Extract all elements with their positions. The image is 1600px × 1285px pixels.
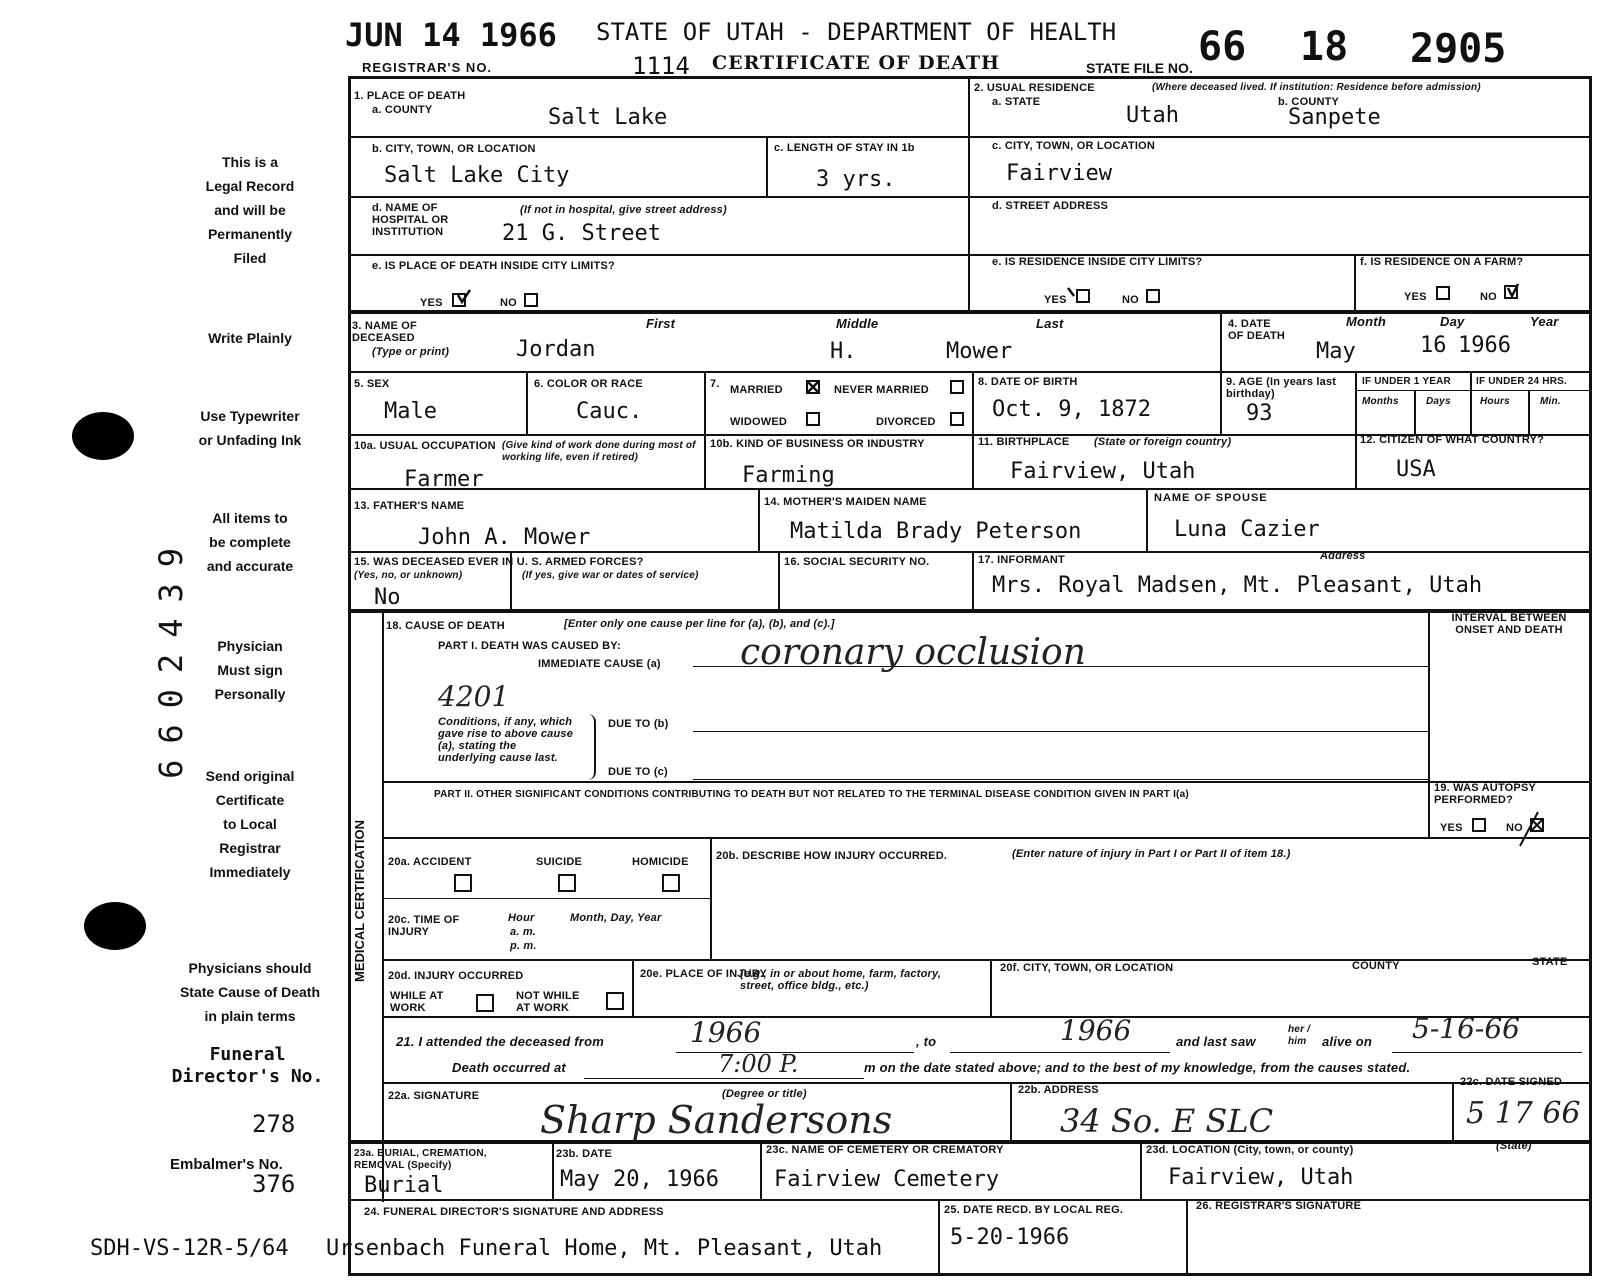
label-due-to-b: DUE TO (b) <box>608 718 669 730</box>
certificate-title: CERTIFICATE OF DEATH <box>712 52 1000 74</box>
label-not-while-at-work: NOT WHILE AT WORK <box>516 990 580 1014</box>
value-occupation: Farmer <box>404 467 484 492</box>
label-age: 9. AGE (In years last birthday) <box>1226 376 1337 400</box>
label-divorced: DIVORCED <box>876 416 936 428</box>
typewriter-note: Use Typewriter or Unfading Ink <box>198 408 302 448</box>
value-date-signed: 5 17 66 <box>1466 1096 1581 1131</box>
label-part2: PART II. OTHER SIGNIFICANT CONDITIONS CONTRIBUTING TO DEATH BUT NOT RELATED TO THE TERMINAL DISEASE CONDITION GIVEN IN PART I(a) <box>434 789 1189 800</box>
value-sig-address: 34 So. E SLC <box>1060 1102 1274 1140</box>
state-file-a: 66 <box>1198 24 1247 70</box>
value-mother: Matilda Brady Peterson <box>790 519 1082 544</box>
check-married <box>808 382 818 392</box>
label-dob: 8. DATE OF BIRTH <box>978 376 1078 388</box>
label-date-of-death: 4. DATE OF DEATH <box>1228 318 1286 342</box>
label-informant: 17. INFORMANT <box>978 554 1065 566</box>
value-hospital: 21 G. Street <box>502 221 661 246</box>
label-describe-injury: 20b. DESCRIBE HOW INJURY OCCURRED. <box>716 850 948 862</box>
label-homicide: HOMICIDE <box>632 856 689 868</box>
label-place-of-injury: 20e. PLACE OF INJURY <box>640 968 768 980</box>
label-cause-note: [Enter only one cause per line for (a), (b), and (c).] <box>564 618 835 630</box>
value-time: 7:00 P. <box>718 1050 799 1078</box>
label-armed-note2: (If yes, give war or dates of service) <box>522 570 699 581</box>
label-state-paren: (State) <box>1496 1140 1532 1152</box>
label-date-recd: 25. DATE RECD. BY LOCAL REG. <box>944 1204 1124 1216</box>
form-code: SDH-VS-12R-5/64 <box>90 1236 289 1261</box>
value-cemetery: Fairview Cemetery <box>774 1167 1000 1192</box>
label-yes-3: YES <box>1404 291 1427 303</box>
label-disposition: 23a. BURIAL, CREMATION, REMOVAL (Specify) <box>354 1148 487 1171</box>
label-spouse: NAME OF SPOUSE <box>1154 492 1268 504</box>
label-month: Month <box>1346 314 1386 329</box>
label-under-24-hrs: IF UNDER 24 HRS. <box>1476 376 1567 387</box>
label-race: 6. COLOR OR RACE <box>534 378 643 390</box>
label-degree: (Degree or title) <box>722 1088 807 1100</box>
value-spouse: Luna Cazier <box>1174 517 1320 542</box>
value-stay: 3 yrs. <box>816 167 896 192</box>
value-disease-code: 4201 <box>438 680 510 713</box>
label-place-injury-note: (e.g., in or about home, farm, factory, street, office bldg., etc.) <box>740 968 942 992</box>
label-res-county: b. COUNTY <box>1278 96 1340 108</box>
label-am: a. m. <box>510 926 537 938</box>
label-sex: 5. SEX <box>354 378 390 390</box>
label-injury-city: 20f. CITY, TOWN, OR LOCATION <box>1000 962 1174 974</box>
registrars-no: 1114 <box>632 52 690 80</box>
label-no-1: NO <box>500 297 517 309</box>
value-signature: Sharp Sandersons <box>540 1098 893 1142</box>
label-conditions: Conditions, if any, which gave rise to above cause (a), stating the underlying cause last. <box>438 716 574 764</box>
label-birthplace-note: (State or foreign country) <box>1094 436 1232 448</box>
state-file-c: 2905 <box>1410 26 1507 72</box>
label-under-1-year: IF UNDER 1 YEAR <box>1362 376 1451 387</box>
label-residence-note: (Where deceased lived. If institution: Residence before admission) <box>1152 82 1481 93</box>
label-name-deceased: 3. NAME OF DECEASED <box>352 320 417 344</box>
label-month-day-year: Month, Day, Year <box>570 912 662 924</box>
label-mother: 14. MOTHER'S MAIDEN NAME <box>764 496 927 508</box>
label-burial-date: 23b. DATE <box>556 1148 612 1160</box>
label-married: MARRIED <box>730 384 783 396</box>
value-death-year: 1966 <box>1458 333 1511 358</box>
label-inside-limits: e. IS PLACE OF DEATH INSIDE CITY LIMITS? <box>372 260 615 272</box>
state-file-label: STATE FILE NO. <box>1086 60 1193 76</box>
label-alive-on: alive on <box>1322 1034 1373 1049</box>
label-res-inside: e. IS RESIDENCE INSIDE CITY LIMITS? <box>992 256 1203 268</box>
label-time-of-injury: 20c. TIME OF INJURY <box>388 914 460 938</box>
funeral-director-no: 278 <box>252 1110 296 1138</box>
label-describe-note: (Enter nature of injury in Part I or Part II of item 18.) <box>1012 848 1291 860</box>
label-hospital-note: (If not in hospital, give street address) <box>520 204 727 216</box>
label-autopsy-no: NO <box>1506 822 1523 834</box>
value-birthplace: Fairview, Utah <box>1010 459 1196 484</box>
label-registrar-signature: 26. REGISTRAR'S SIGNATURE <box>1196 1200 1362 1212</box>
label-middle: Middle <box>836 316 879 331</box>
label-armed-forces: 15. WAS DECEASED EVER IN U. S. ARMED FORCES? <box>354 556 644 568</box>
label-last: Last <box>1036 316 1064 331</box>
embalmer-label: Embalmer's No. <box>170 1156 283 1173</box>
label-autopsy: 19. WAS AUTOPSY PERFORMED? <box>1434 782 1536 806</box>
label-year: Year <box>1530 314 1559 329</box>
label-address: Address <box>1320 550 1366 562</box>
value-father: John A. Mower <box>418 525 591 550</box>
value-death-month: May <box>1316 339 1356 364</box>
value-sex: Male <box>384 399 437 424</box>
label-first: First <box>646 316 676 331</box>
label-date-signed: 22c. DATE SIGNED <box>1460 1076 1563 1088</box>
label-day: Day <box>1440 314 1465 329</box>
label-suicide: SUICIDE <box>536 856 583 868</box>
value-disposition: Burial <box>364 1173 444 1198</box>
value-funeral-home: Ursenbach Funeral Home, Mt. Pleasant, Utah <box>326 1236 883 1261</box>
label-autopsy-yes: YES <box>1440 822 1463 834</box>
value-city: Salt Lake City <box>384 163 570 188</box>
label-place-of-death: 1. PLACE OF DEATH <box>354 90 466 102</box>
value-burial-location: Fairview, Utah <box>1168 1165 1354 1190</box>
legal-record-note: This is a Legal Record and will be Permanently Filed <box>205 154 295 266</box>
label-death-occurred: Death occurred at <box>452 1060 566 1075</box>
write-plainly-note: Write Plainly <box>208 330 292 346</box>
funeral-director-label: Funeral Director's No. <box>171 1044 324 1087</box>
label-yes-1: YES <box>420 297 443 309</box>
value-dob: Oct. 9, 1872 <box>992 397 1151 422</box>
label-father: 13. FATHER'S NAME <box>354 500 465 512</box>
registrars-no-label: REGISTRAR'S NO. <box>362 60 493 75</box>
check-inside-yes <box>458 290 470 302</box>
label-res-city: c. CITY, TOWN, OR LOCATION <box>992 140 1156 152</box>
state-file-b: 18 <box>1300 24 1349 70</box>
label-no-3: NO <box>1480 291 1497 303</box>
send-original-note: Send original Certificate to Local Registrar Immediately <box>205 768 295 880</box>
label-city: b. CITY, TOWN, OR LOCATION <box>372 143 536 155</box>
value-last-name: Mower <box>946 339 1013 364</box>
value-race: Cauc. <box>576 399 643 424</box>
label-armed-note1: (Yes, no, or unknown) <box>354 570 463 581</box>
label-industry: 10b. KIND OF BUSINESS OR INDUSTRY <box>710 438 925 450</box>
check-farm-no <box>1508 284 1518 296</box>
vertical-serial-number: 6602439 <box>152 532 190 779</box>
label-months: Months <box>1362 396 1399 407</box>
value-middle-name: H. <box>830 339 857 364</box>
label-never-married: NEVER MARRIED <box>834 384 929 396</box>
label-cemetery: 23c. NAME OF CEMETERY OR CREMATORY <box>766 1144 1004 1156</box>
embalmer-no: 376 <box>252 1170 296 1198</box>
check-autopsy-no <box>1520 812 1542 846</box>
label-occupation-note: (Give kind of work done during most of working life, even if retired) <box>502 440 696 463</box>
value-death-day: 16 <box>1420 333 1447 358</box>
value-armed: No <box>374 585 401 610</box>
label-res-state: a. STATE <box>992 96 1041 108</box>
label-cause-of-death: 18. CAUSE OF DEATH <box>386 620 505 632</box>
value-citizen: USA <box>1396 457 1436 482</box>
label-due-to-c: DUE TO (c) <box>608 766 668 778</box>
label-to: , to <box>916 1034 937 1049</box>
value-county: Salt Lake <box>548 105 668 130</box>
label-last-saw: and last saw <box>1176 1034 1256 1049</box>
label-accident: 20a. ACCIDENT <box>388 856 472 868</box>
label-injury-occurred: 20d. INJURY OCCURRED <box>388 970 524 982</box>
stamp-date: JUN 14 1966 <box>345 16 557 54</box>
label-citizen: 12. CITIZEN OF WHAT COUNTRY? <box>1360 434 1545 446</box>
label-widowed: WIDOWED <box>730 416 788 428</box>
label-street-address: d. STREET ADDRESS <box>992 200 1109 212</box>
label-interval: INTERVAL BETWEEN ONSET AND DEATH <box>1451 612 1567 636</box>
value-age: 93 <box>1246 401 1273 426</box>
value-attended-to: 1966 <box>1060 1014 1132 1047</box>
label-her-him: her / him <box>1288 1024 1311 1047</box>
label-county: a. COUNTY <box>372 104 433 116</box>
value-cause-a: coronary occlusion <box>740 632 1086 673</box>
label-attended-from: 21. I attended the deceased from <box>396 1034 604 1049</box>
label-yes-2: YES <box>1044 294 1067 306</box>
value-res-state: Utah <box>1126 103 1179 128</box>
label-pm: p. m. <box>510 940 537 952</box>
label-sig-address: 22b. ADDRESS <box>1018 1084 1099 1096</box>
label-hours: Hours <box>1480 396 1510 407</box>
label-ssn: 16. SOCIAL SECURITY NO. <box>784 556 930 568</box>
value-last-seen: 5-16-66 <box>1412 1012 1520 1045</box>
label-burial-location: 23d. LOCATION (City, town, or county) <box>1146 1144 1354 1156</box>
cause-plain-note: Physicians should State Cause of Death in plain terms <box>179 960 321 1024</box>
value-first-name: Jordan <box>516 337 596 362</box>
check-res-inside-yes <box>1068 288 1074 296</box>
label-usual-residence: 2. USUAL RESIDENCE <box>974 82 1095 94</box>
label-length-of-stay: c. LENGTH OF STAY IN 1b <box>774 142 915 154</box>
value-industry: Farming <box>742 463 835 488</box>
label-item-7: 7. <box>710 378 720 390</box>
label-signature: 22a. SIGNATURE <box>388 1090 480 1102</box>
label-funeral-director-sig: 24. FUNERAL DIRECTOR'S SIGNATURE AND ADDRESS <box>364 1206 664 1218</box>
label-no-2: NO <box>1122 294 1139 306</box>
label-injury-state: STATE <box>1532 956 1568 968</box>
label-hospital: d. NAME OF HOSPITAL OR INSTITUTION <box>372 202 449 238</box>
value-res-city: Fairview <box>1006 161 1112 186</box>
label-while-at-work: WHILE AT WORK <box>390 990 444 1014</box>
label-birthplace: 11. BIRTHPLACE <box>978 436 1070 448</box>
label-farm: f. IS RESIDENCE ON A FARM? <box>1360 256 1524 268</box>
label-days: Days <box>1426 396 1451 407</box>
state-title: STATE OF UTAH - DEPARTMENT OF HEALTH <box>596 18 1117 46</box>
label-immediate-cause: IMMEDIATE CAUSE (a) <box>538 658 661 670</box>
complete-note: All items to be complete and accurate <box>206 510 294 574</box>
value-attended-from: 1966 <box>690 1016 762 1049</box>
value-informant: Mrs. Royal Madsen, Mt. Pleasant, Utah <box>992 573 1483 598</box>
value-res-county: Sanpete <box>1288 105 1381 130</box>
label-type-print: (Type or print) <box>372 346 450 358</box>
value-burial-date: May 20, 1966 <box>560 1167 719 1192</box>
physician-note: Physician Must sign Personally <box>214 638 286 702</box>
label-min: Min. <box>1540 396 1561 407</box>
label-occurred-tail: m on the date stated above; and to the best of my knowledge, from the causes stated. <box>864 1060 1411 1075</box>
medical-certification-label: MEDICAL CERTIFICATION <box>352 820 367 983</box>
label-injury-county: COUNTY <box>1352 960 1400 972</box>
value-date-recd: 5-20-1966 <box>950 1225 1070 1250</box>
label-hour: Hour <box>508 912 535 924</box>
label-part1: PART I. DEATH WAS CAUSED BY: <box>438 640 621 652</box>
label-occupation: 10a. USUAL OCCUPATION <box>354 440 496 452</box>
